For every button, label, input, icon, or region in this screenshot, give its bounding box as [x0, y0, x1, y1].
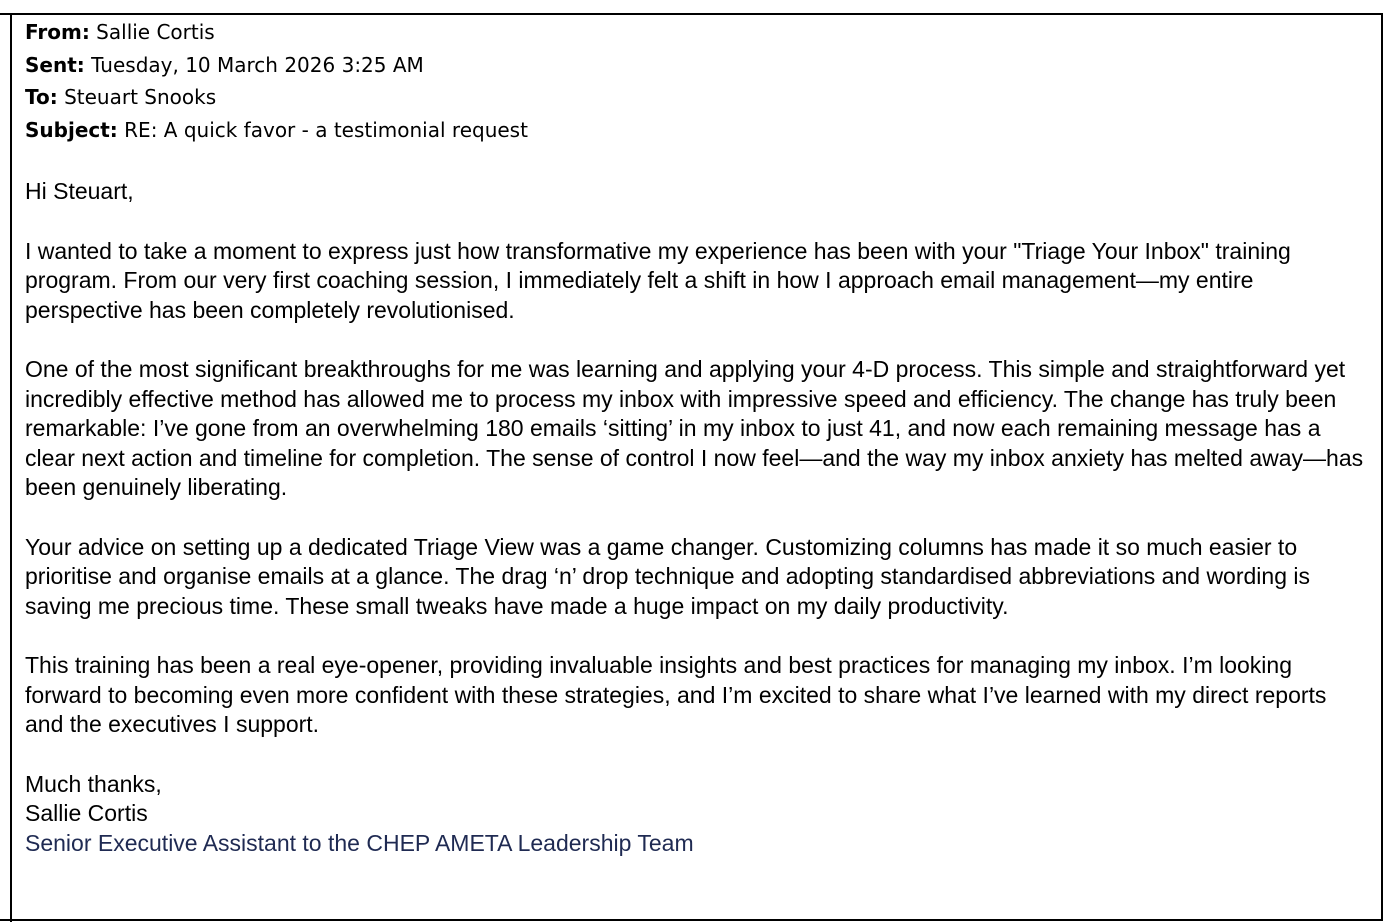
from-row: [25, 16, 528, 49]
signature-closing: Much thanks,: [25, 770, 162, 797]
sent-value: Tuesday, 10 March 2026 3:25 AM: [84, 52, 424, 77]
body-paragraph-2: One of the most significant breakthroughs for me was learning and applying your 4-D process. This simple and straightforward yet incredibly effective method has allowed me to process my inbox with impressive speed and efficiency. The change has truly been remarkable: I’ve gone from an overwhelming 180 emails ‘sitting’ in my inbox to just 41, and now each remaining message has a clear next action and timeline for completion. The sense of control I now feel—and the way my inbox anxiety has melted away—has been genuinely liberating.: [25, 356, 1364, 500]
to-value: Steuart Snooks: [57, 85, 217, 109]
body-paragraph-1: I wanted to take a moment to express just how transformative my experience has been with your "Triage Your Inbox" training program. From our very first coaching session, I immediately felt a shift in how I approach email management—my entire perspective has been completely revolutionised.: [25, 237, 1291, 323]
signature-name: Sallie Cortis: [25, 800, 148, 826]
sent-label: Sent:: [25, 52, 85, 77]
signature-title: Senior Executive Assistant to the CHEP AMETA Leadership Team: [25, 829, 694, 856]
greeting: Hi Steuart,: [25, 178, 134, 204]
email-headers: [25, 16, 528, 146]
subject-value: RE: A quick favor - a testimonial request: [117, 117, 528, 142]
body-paragraph-4: This training has been a real eye-opener, providing invaluable insights and best practices for managing my inbox. I’m looking forward to becoming even more confident with these strategies, and I’m excited to share what I’ve learned with my direct reports and the executives I support.: [25, 652, 1327, 737]
from-label: From:: [25, 20, 90, 44]
left-border-rule: [10, 14, 12, 922]
sent-row: [25, 49, 528, 82]
subject-label: Subject:: [25, 117, 118, 142]
subject-row: [25, 114, 528, 147]
from-value: Sallie Cortis: [89, 20, 215, 44]
to-label: To:: [25, 85, 58, 109]
to-row: [25, 81, 528, 114]
email-body: [25, 177, 1365, 858]
body-paragraph-3: Your advice on setting up a dedicated Triage View was a game changer. Customizing columns has made it so much easier to prioritise and organise emails at a glance. The drag ‘n’ drop technique and adopting standardised abbreviations and wording is saving me precious time. These small tweaks have made a huge impact on my daily productivity.: [25, 533, 1310, 619]
